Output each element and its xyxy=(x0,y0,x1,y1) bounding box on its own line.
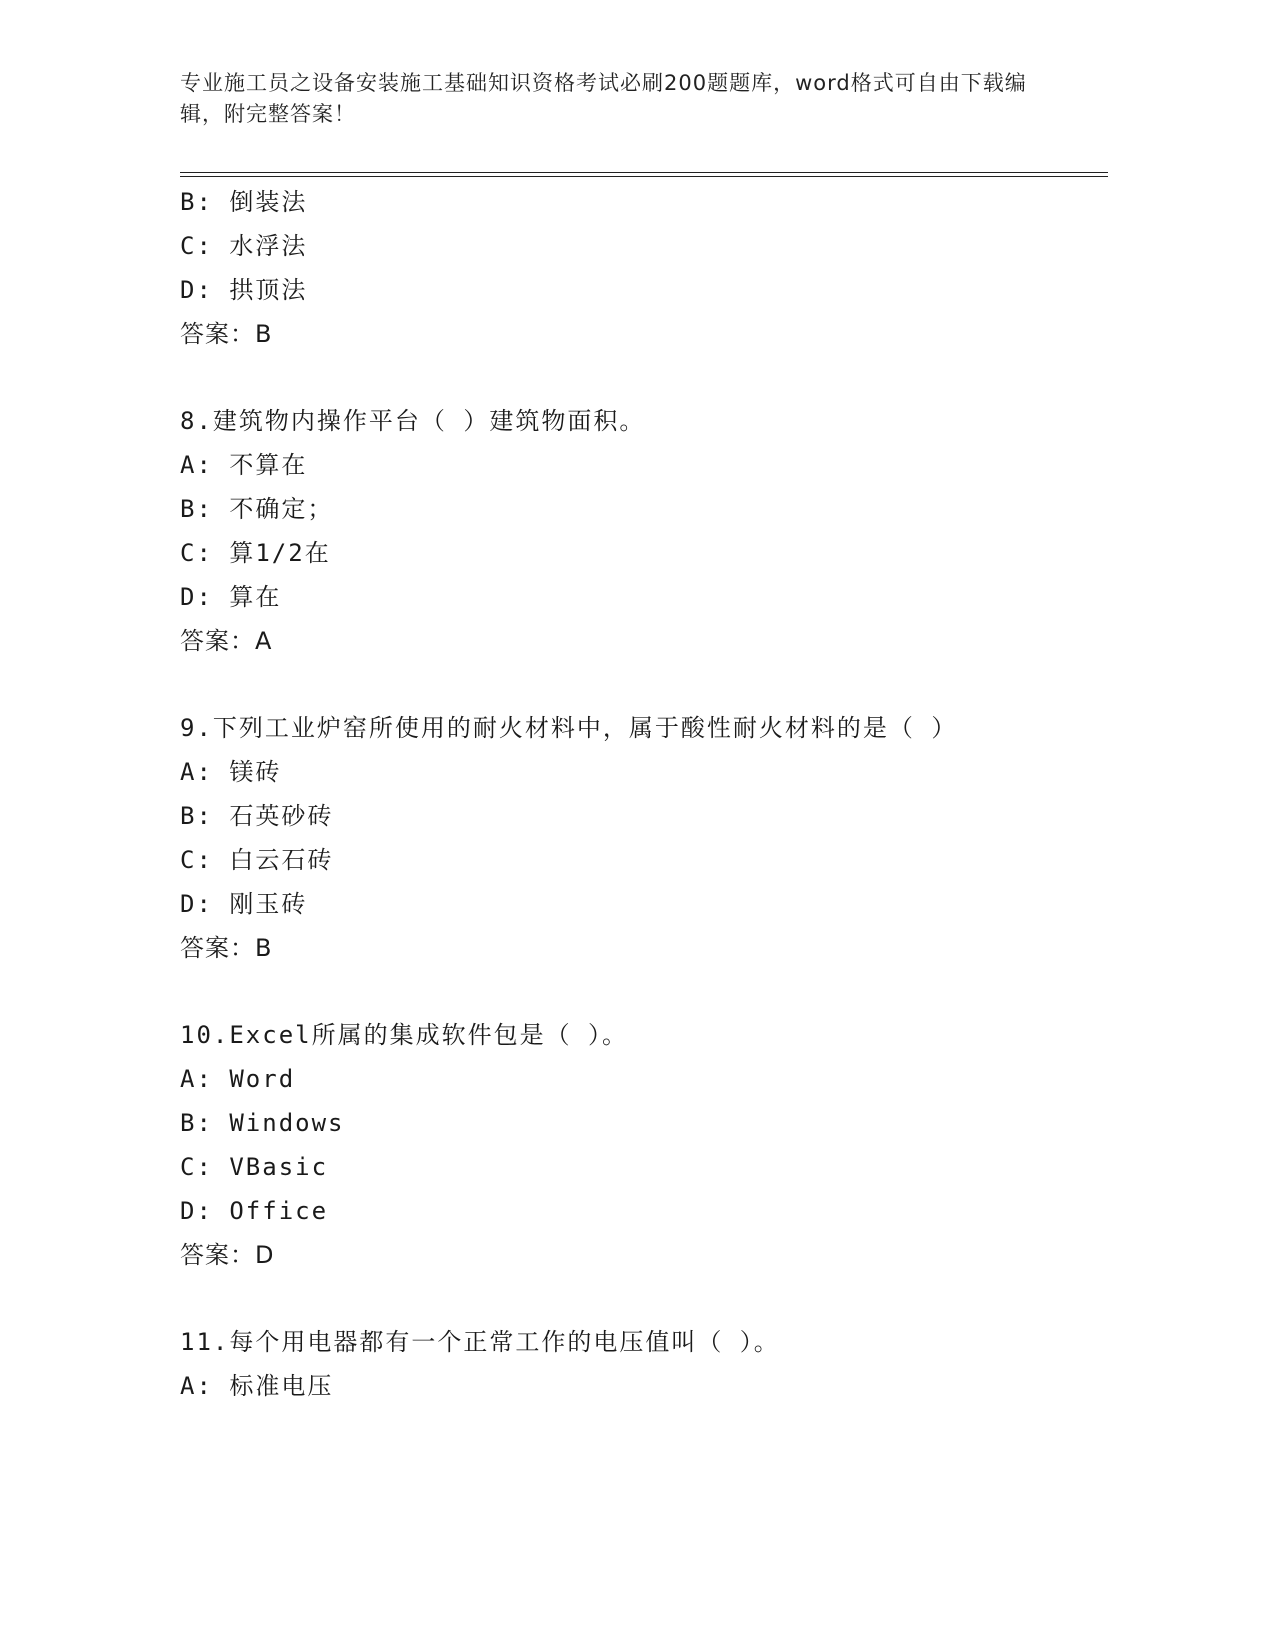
document-title: 专业施工员之设备安装施工基础知识资格考试必刷200题题库，word格式可自由下载编辑，附完整答案！ xyxy=(180,71,1027,126)
option-c: C: 白云石砖 xyxy=(180,846,334,874)
spacer xyxy=(180,970,1100,1013)
spacer xyxy=(180,663,1100,706)
answer: 答案：B xyxy=(180,320,273,348)
option-b: B: 倒装法 xyxy=(180,188,308,216)
partial-question-7 xyxy=(180,180,1100,356)
question-stem: 9.下列工业炉窑所使用的耐火材料中，属于酸性耐火材料的是（ ） xyxy=(180,714,958,742)
question-stem: 8.建筑物内操作平台（ ）建筑物面积。 xyxy=(180,407,646,435)
question-11 xyxy=(180,1320,1100,1408)
question-stem: 10.Excel所属的集成软件包是（ ）。 xyxy=(180,1021,629,1049)
option-a: A: 镁砖 xyxy=(180,758,282,786)
option-d: D: 算在 xyxy=(180,583,282,611)
option-b: B: Windows xyxy=(180,1109,345,1137)
option-a: A: 标准电压 xyxy=(180,1372,334,1400)
answer: 答案：D xyxy=(180,1241,275,1269)
spacer xyxy=(180,1277,1100,1320)
header-rule-top xyxy=(180,172,1108,173)
answer: 答案：A xyxy=(180,627,273,655)
question-list xyxy=(180,180,1100,1408)
question-8 xyxy=(180,399,1100,663)
answer: 答案：B xyxy=(180,934,273,962)
question-10 xyxy=(180,1013,1100,1277)
option-a: A: Word xyxy=(180,1065,296,1093)
question-stem: 11.每个用电器都有一个正常工作的电压值叫（ ）。 xyxy=(180,1328,780,1356)
option-b: B: 石英砂砖 xyxy=(180,802,334,830)
option-c: C: 水浮法 xyxy=(180,232,308,260)
spacer xyxy=(180,356,1100,399)
document-header xyxy=(180,68,1040,130)
option-c: C: 算1/2在 xyxy=(180,539,331,567)
header-rule-bottom xyxy=(180,176,1108,177)
option-a: A: 不算在 xyxy=(180,451,308,479)
option-d: D: Office xyxy=(180,1197,329,1225)
option-d: D: 拱顶法 xyxy=(180,276,308,304)
option-c: C: VBasic xyxy=(180,1153,329,1181)
option-b: B: 不确定； xyxy=(180,495,334,523)
question-9 xyxy=(180,706,1100,970)
option-d: D: 刚玉砖 xyxy=(180,890,308,918)
